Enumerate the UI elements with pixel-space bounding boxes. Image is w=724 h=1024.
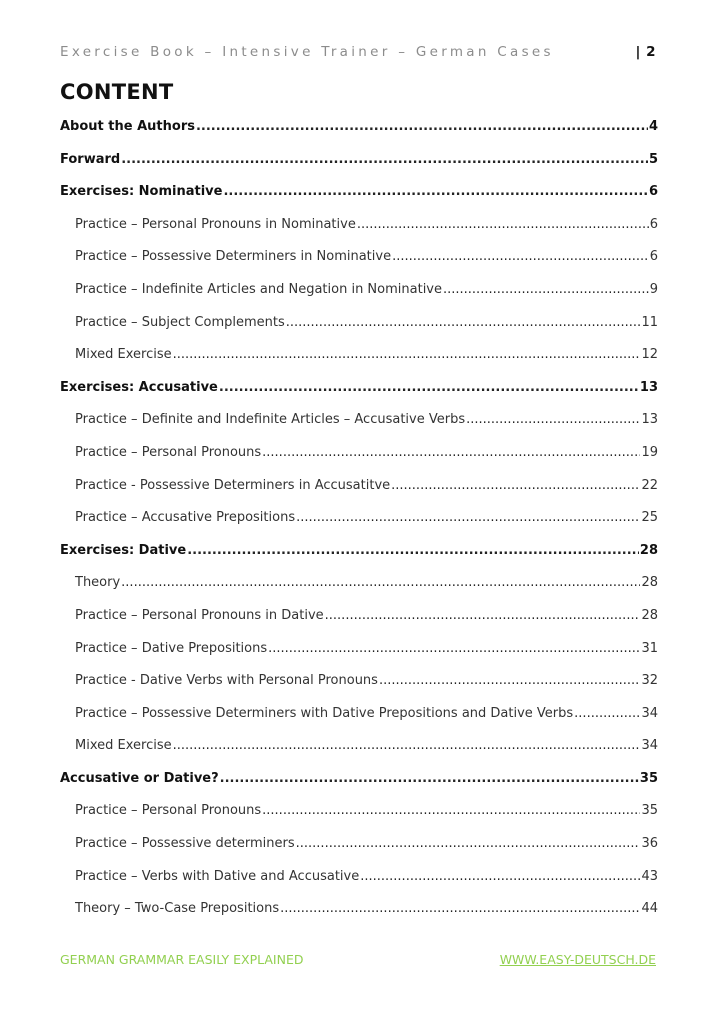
toc-dot-leader <box>262 440 640 466</box>
toc-entry-label: Practice – Accusative Prepositions <box>75 510 296 526</box>
toc-dot-leader <box>280 896 640 922</box>
toc-entry-page: 9 <box>649 281 658 297</box>
toc-entry-page: 28 <box>641 607 658 623</box>
toc-entry-page: 6 <box>648 184 658 200</box>
toc-entry-label: Practice – Personal Pronouns in Dative <box>75 607 324 623</box>
toc-entry-page: 35 <box>639 770 658 786</box>
toc-subsection-entry[interactable] <box>60 473 660 506</box>
toc-entry-label: Theory <box>75 575 121 591</box>
toc-entry-page: 19 <box>641 444 658 460</box>
toc-entry-label: Practice – Dative Prepositions <box>75 640 268 656</box>
page-header <box>60 44 660 64</box>
toc-dot-leader <box>392 244 649 270</box>
toc-subsection-entry[interactable] <box>60 310 660 343</box>
toc-entry-page: 12 <box>641 347 658 363</box>
table-of-contents <box>60 114 660 929</box>
toc-entry-page: 44 <box>641 901 658 917</box>
contents-heading: CONTENT <box>60 80 174 104</box>
toc-dot-leader <box>379 668 641 694</box>
toc-entry-label: Practice – Possessive Determiners with Dative Prepositions and Dative Verbs <box>75 705 574 721</box>
toc-entry-page: 22 <box>641 477 658 493</box>
toc-entry-page: 35 <box>641 803 658 819</box>
toc-entry-label: Practice - Possessive Determiners in Accusatitve <box>75 477 391 493</box>
toc-entry-page: 6 <box>649 249 658 265</box>
toc-entry-page: 28 <box>641 575 658 591</box>
toc-section-entry[interactable] <box>60 766 660 799</box>
toc-entry-label: Theory – Two-Case Prepositions <box>75 901 280 917</box>
toc-entry-label: About the Authors <box>60 119 195 134</box>
toc-subsection-entry[interactable] <box>60 701 660 734</box>
toc-entry-label: Accusative or Dative? <box>60 770 219 786</box>
toc-dot-leader <box>391 473 640 499</box>
toc-entry-label: Mixed Exercise <box>75 347 172 363</box>
page-number: | 2 <box>635 44 656 60</box>
toc-section-entry[interactable] <box>60 375 660 408</box>
footer-website-link[interactable]: WWW.EASY-DEUTSCH.DE <box>499 952 656 967</box>
toc-entry-label: Practice – Definite and Indefinite Articles – Accusative Verbs <box>75 412 466 428</box>
toc-dot-leader <box>574 701 640 727</box>
toc-entry-page: 34 <box>641 705 658 721</box>
toc-entry-page: 6 <box>649 216 658 232</box>
footer-tagline: GERMAN GRAMMAR EASILY EXPLAINED <box>60 952 304 967</box>
toc-section-entry[interactable] <box>60 538 660 571</box>
toc-entry-label: Practice – Possessive determiners <box>75 836 295 852</box>
toc-dot-leader <box>223 179 647 205</box>
toc-entry-page: 34 <box>641 738 658 754</box>
toc-subsection-entry[interactable] <box>60 244 660 277</box>
toc-subsection-entry[interactable] <box>60 896 660 929</box>
toc-dot-leader <box>220 766 639 792</box>
toc-dot-leader <box>262 798 640 824</box>
toc-dot-leader <box>357 212 649 238</box>
toc-entry-label: Exercises: Accusative <box>60 379 218 395</box>
toc-entry-label: Forward <box>60 151 121 167</box>
toc-entry-label: Mixed Exercise <box>75 738 172 754</box>
toc-entry-page: 13 <box>639 379 658 395</box>
toc-dot-leader <box>286 310 641 336</box>
toc-dot-leader <box>173 342 641 368</box>
toc-entry-label: Exercises: Dative <box>60 542 187 558</box>
toc-subsection-entry[interactable] <box>60 505 660 538</box>
toc-entry-page: 4 <box>648 119 658 134</box>
toc-entry-page: 5 <box>648 151 658 167</box>
toc-section-entry[interactable] <box>60 147 660 180</box>
toc-dot-leader <box>296 831 641 857</box>
toc-dot-leader <box>196 114 648 140</box>
toc-entry-label: Exercises: Nominative <box>60 184 223 200</box>
book-title: Exercise Book – Intensive Trainer – German Cases <box>60 44 554 60</box>
toc-subsection-entry[interactable] <box>60 342 660 375</box>
toc-entry-label: Practice – Personal Pronouns <box>75 803 262 819</box>
toc-dot-leader <box>121 570 640 596</box>
toc-entry-page: 11 <box>641 314 658 330</box>
toc-entry-label: Practice – Personal Pronouns <box>75 444 262 460</box>
toc-entry-page: 36 <box>641 836 658 852</box>
toc-dot-leader <box>296 505 640 531</box>
toc-entry-label: Practice – Subject Complements <box>75 314 285 330</box>
toc-subsection-entry[interactable] <box>60 798 660 831</box>
toc-dot-leader <box>219 375 639 401</box>
toc-entry-label: Practice – Verbs with Dative and Accusative <box>75 868 360 884</box>
toc-subsection-entry[interactable] <box>60 570 660 603</box>
toc-subsection-entry[interactable] <box>60 668 660 701</box>
toc-section-entry[interactable] <box>60 179 660 212</box>
toc-entry-page: 13 <box>641 412 658 428</box>
toc-dot-leader <box>187 538 639 564</box>
toc-subsection-entry[interactable] <box>60 864 660 897</box>
toc-dot-leader <box>443 277 649 303</box>
toc-dot-leader <box>466 407 640 433</box>
toc-subsection-entry[interactable] <box>60 733 660 766</box>
page-footer <box>60 952 660 970</box>
toc-entry-page: 31 <box>641 640 658 656</box>
toc-subsection-entry[interactable] <box>60 603 660 636</box>
toc-subsection-entry[interactable] <box>60 407 660 440</box>
toc-subsection-entry[interactable] <box>60 212 660 245</box>
toc-entry-page: 28 <box>639 542 658 558</box>
toc-subsection-entry[interactable] <box>60 277 660 310</box>
toc-entry-page: 43 <box>641 868 658 884</box>
toc-entry-label: Practice - Dative Verbs with Personal Pronouns <box>75 673 378 689</box>
toc-subsection-entry[interactable] <box>60 636 660 669</box>
toc-subsection-entry[interactable] <box>60 440 660 473</box>
toc-dot-leader <box>173 733 641 759</box>
toc-entry-label: Practice – Possessive Determiners in Nominative <box>75 249 392 265</box>
toc-entry-label: Practice – Indefinite Articles and Negation in Nominative <box>75 281 442 297</box>
toc-entry-page: 25 <box>641 510 658 526</box>
toc-dot-leader <box>360 864 640 890</box>
toc-dot-leader <box>325 603 641 629</box>
toc-dot-leader <box>121 147 648 173</box>
toc-subsection-entry[interactable] <box>60 831 660 864</box>
toc-entry-page: 32 <box>641 673 658 689</box>
toc-entry-label: Practice – Personal Pronouns in Nominative <box>75 216 356 232</box>
toc-dot-leader <box>268 636 640 662</box>
toc-section-entry[interactable] <box>60 114 660 147</box>
